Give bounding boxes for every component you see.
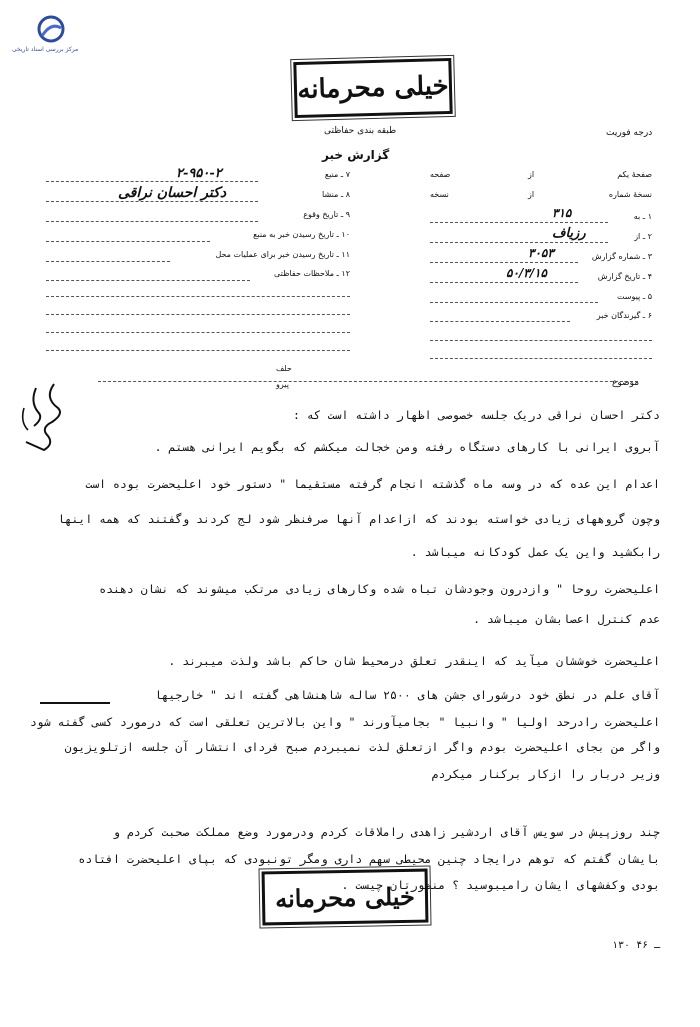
field-origin-label: ۸ ـ منشا: [322, 190, 350, 199]
field-line: [46, 201, 258, 202]
body-line: بایشان گفتم که توهم درایجاد چنین محیطی سهم داری ومگر تونبودی که بپای اعلیحضرت افتاده: [78, 852, 660, 866]
field-report-date-label: ۴ ـ تاریخ گزارش: [597, 272, 652, 281]
body-line: بودی وکفشهای ایشان رامیبوسید ؟ منظورتان چیست .: [341, 878, 660, 892]
field-line: [430, 302, 598, 303]
logo-text: مرکز بررسی اسناد تاریخی: [12, 46, 79, 53]
field-line: [430, 340, 652, 341]
field-to-label: ۱ ـ به: [633, 212, 652, 221]
field-line: [46, 221, 258, 222]
field-origin-value: دکتر احسان نراقی: [118, 185, 227, 201]
body-line: آقای علم در نطق خود درشورای جشن های ۲۵۰۰ ساله شاهنشاهی گفته اند " خارجیها: [154, 688, 660, 702]
field-report-number-label: ۳ ـ شماره گزارش: [591, 252, 652, 261]
field-line: [430, 222, 608, 223]
body-line: اعدام این عده که در وسه ماه گذشته انجام گرفته مستقیما " دستور خود اعلیحضرت بوده است: [85, 477, 660, 491]
field-line: [430, 321, 570, 322]
body-line: وزیر دربار را ازکار برکنار میکردم: [431, 767, 660, 781]
report-title: گزارش خبر: [322, 148, 390, 162]
field-attachment-label: ۵ ـ پیوست: [616, 292, 652, 301]
body-line: اعلیحضرت روحا " وازدرون وجودشان تباه شده وکارهای زیادی مرتکب میشوند که نشان دهنده: [99, 582, 660, 596]
field-source-label: ۷ ـ منبع: [324, 170, 350, 179]
field-line: [46, 350, 350, 351]
bottom-confidential-stamp: خیلی محرمانه: [262, 869, 429, 926]
field-page-of: از: [528, 170, 535, 179]
field-line: [430, 282, 578, 283]
body-line: دکتر احسان نراقی دریک جلسه خصوصی اظهار داشته است که :: [293, 408, 660, 422]
body-line: اعلیحضرت خوششان میآید که اینقدر تعلق درمحیط شان حاکم باشد ولذت میبرند .: [168, 654, 660, 668]
underline-mark: [40, 702, 110, 704]
classification-label: طبقه بندی حفاظتی: [324, 126, 397, 136]
field-from-label: ۲ ـ از: [634, 232, 652, 241]
field-security-notes-label: ۱۲ ـ ملاحظات حفاظتی: [274, 269, 350, 278]
body-line: چند روزپیش در سویس آقای اردشیر زاهدی راملاقات کردم ودرمورد وضع مملکت صحبت کردم و: [113, 825, 660, 839]
field-line: [46, 332, 350, 333]
field-page-label: صفحهٔ یکم: [617, 170, 652, 179]
handwritten-signature: [14, 378, 70, 456]
field-copy-of: از: [528, 190, 535, 199]
body-line: آبروی ایرانی با کارهای دستگاه رفته ومن خجالت میکشم که بگویم ایرانی هستم .: [154, 440, 660, 454]
field-news-to-operations-date-label: ۱۱ ـ تاریخ رسیدن خبر برای عملیات محل: [215, 250, 350, 259]
subject-label: موضوع: [612, 378, 640, 388]
field-line: [430, 262, 578, 263]
field-line: [46, 280, 250, 281]
field-line: [46, 314, 350, 315]
field-line: [430, 242, 608, 243]
field-from-value: رزیاف: [552, 226, 586, 241]
priority-label: درجه فوریت: [606, 128, 653, 138]
field-recipients-label: ۶ ـ گیرندگان خبر: [596, 311, 652, 320]
subject-line: [98, 381, 638, 382]
field-copy-label: نسخهٔ شماره: [608, 190, 652, 199]
archive-logo-icon: [36, 14, 66, 46]
field-report-date-value: ۵۰/۳/۱۵: [506, 266, 547, 280]
field-copy-end: نسخه: [430, 190, 449, 199]
field-source-value: ۲-۹۵۰-۲: [176, 166, 222, 181]
body-line: اعلیحضرت رادرحد اولیا " وانبیا " بجامیآورند " واین بالاترین تعلقی است که درمورد کسی گفته شود: [29, 715, 660, 729]
body-line: عدم کنترل اعصابشان میباشد .: [473, 612, 660, 626]
body-line: وچون گروههای زیادی خواسته بودند که ازاعدام آنها صرفنظر شود لج کردند وگفتند که همه اینها: [57, 512, 660, 526]
field-report-number-value: ۳۰۵۳: [528, 246, 554, 260]
field-to-value: ۳۱۵: [552, 206, 572, 220]
field-line: [430, 358, 652, 359]
top-confidential-stamp: خیلی محرمانه: [293, 58, 452, 118]
field-line: [46, 241, 210, 242]
field-occurrence-date-label: ۹ ـ تاریخ وقوع: [303, 210, 350, 219]
body-line: واگر من بجای اعلیحضرت بودم واگر ازتعلق لذت نمیبردم صبح فردای انتشار آن جلسه ازتلویزیون: [64, 740, 660, 754]
body-line: رابکشید واین یک عمل کودکانه میباشد .: [410, 545, 660, 559]
field-line: [46, 261, 170, 262]
subject-lower-label: پیرو: [276, 380, 289, 389]
document-number: ۱۳۰ ـ ۴۶: [612, 940, 661, 951]
field-news-to-source-date-label: ۱۰ ـ تاریخ رسیدن خبر به منبع: [253, 230, 350, 239]
field-line: [46, 296, 350, 297]
field-page-end: صفحه: [430, 170, 451, 179]
field-line: [46, 181, 258, 182]
subject-upper-label: حلف: [276, 364, 292, 373]
